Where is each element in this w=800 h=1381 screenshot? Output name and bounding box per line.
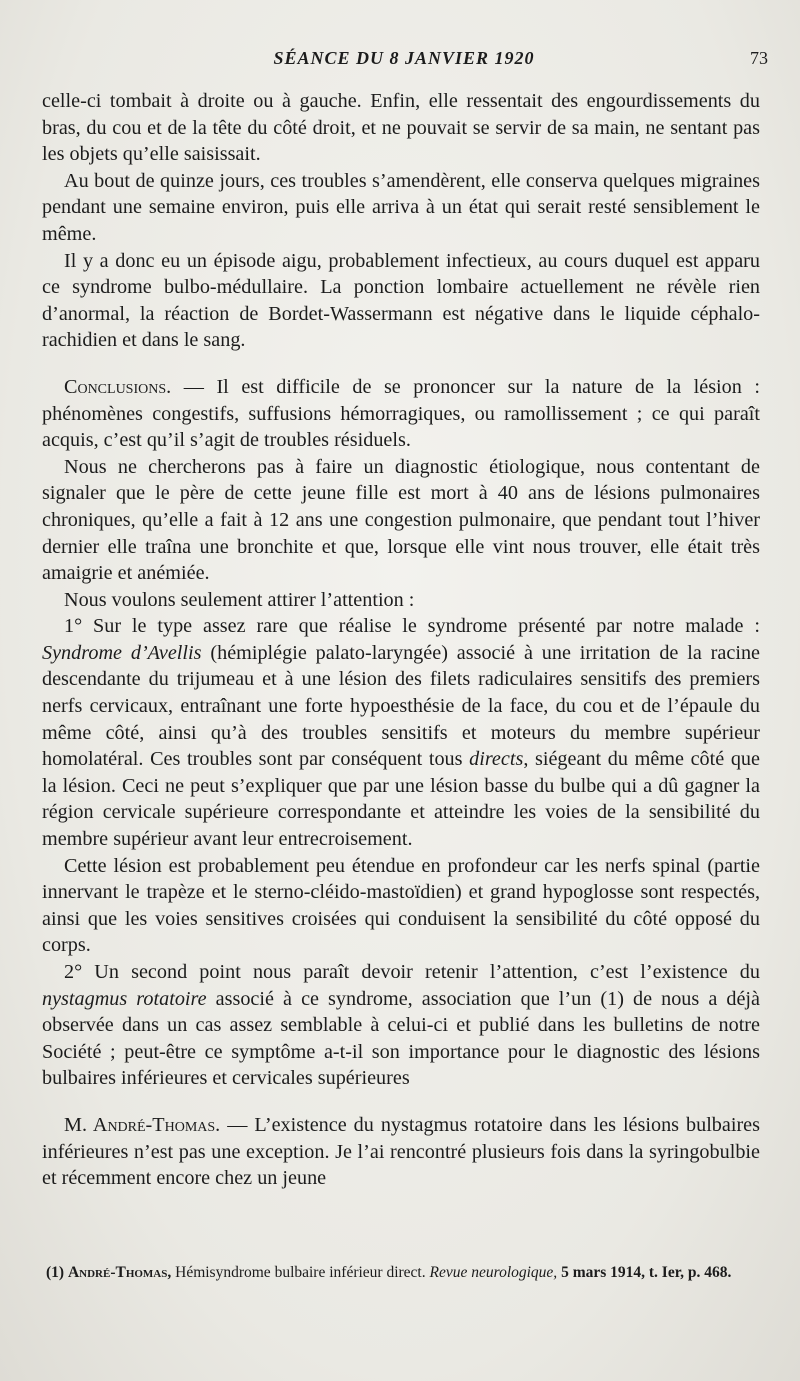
footnotes xyxy=(46,1262,758,1284)
paragraph-6: Nous voulons seulement attirer l’attention : xyxy=(64,588,415,611)
point-2-nystagmus: nystagmus rotatoire xyxy=(42,987,207,1010)
point-2-text-a: 2° Un second point nous paraît devoir retenir l’attention, c’est l’existence du xyxy=(64,961,760,983)
footnote-author: André-Thomas, xyxy=(67,1264,172,1281)
andre-thomas-text: — L’existence du nystagmus rotatoire dans les lésions bulbaires inférieures n’est pas une exception. Je l’ai rencontré plusieurs fois dans la syringobulbie et récemment encore chez un jeune xyxy=(42,1113,760,1190)
point-2-text-b: associé à ce syndrome, association que l’un (1) de nous a déjà observée dans un cas assez semblable à celui-ci et publié dans les bulletins de notre Société ; peut-être ce symptôme a-t-il son importance pour le diagnostic des lésions bulbaires inférieures et cervicales supérieures xyxy=(42,987,760,1090)
page-number: 73 xyxy=(750,48,768,68)
conclusions-label: Conclusions. xyxy=(64,375,172,398)
footnote-journal: Revue neurologique, xyxy=(429,1264,558,1281)
conclusions-paragraph xyxy=(42,374,760,454)
point-1-text-a: 1° Sur le type assez rare que réalise le syndrome présenté par notre malade : xyxy=(64,615,760,638)
paragraph-3: Il y a donc eu un épisode aigu, probablement infectieux, au cours duquel est apparu ce syndrome bulbo-médullaire. La ponction lombaire actuellement ne révèle rien d’anormal, la réaction de Bordet-Wassermann est négative dans le liquide céphalo-rachidien et dans le sang. xyxy=(42,249,760,352)
speaker-name: M. André-Thomas. xyxy=(64,1113,221,1136)
point-1-paragraph xyxy=(42,613,760,852)
andre-thomas-paragraph xyxy=(42,1112,760,1192)
footnote-title: Hémisyndrome bulbaire inférieur direct. xyxy=(171,1264,430,1281)
running-title: SÉANCE DU 8 JANVIER 1920 xyxy=(273,48,535,68)
page-header xyxy=(40,48,768,74)
footnote-marker: (1) xyxy=(46,1264,65,1281)
footnote-date: 5 mars 1914, t. Ier, p. 468. xyxy=(561,1264,732,1281)
footnote-1 xyxy=(46,1262,758,1284)
conclusions-text: — Il est difficile de se prononcer sur la nature de la lésion : phénomènes congestifs, suffusions hémorragiques, ou ramollissement ; ce qui paraît acquis, c’est qu’il s’agit de troubles résiduels. xyxy=(42,375,760,452)
paragraph-2: Au bout de quinze jours, ces troubles s’amendèrent, elle conserva quelques migraines pendant une semaine environ, puis elle arriva à un état qui serait resté sensiblement le même. xyxy=(42,169,760,245)
point-1-syndrome-name: Syndrome d’Avellis xyxy=(42,641,202,664)
point-1-directs: directs xyxy=(469,748,524,771)
paragraph-1: celle-ci tombait à droite ou à gauche. Enfin, elle ressentait des engourdissements du bras, du cou et de la tête du côté droit, et ne pouvait se servir de sa main, ne sentant pas les objets qu’elle saisissait. xyxy=(42,90,760,166)
body-text xyxy=(42,88,760,1192)
point-1-text-b: (hémiplégie palato-laryngée) associé à une irritation de la racine descendante du trijumeau et à une lésion des filets radiculaires sensitifs des premiers nerfs cervicaux, entraînant une forte hypoesthésie de la face, du cou et de l’épaule du même côté, ainsi qu’à des troubles sensitifs et moteurs du membre supérieur homolatéral. Ces troubles sont par conséquent tous xyxy=(42,641,760,771)
paragraph-8: Cette lésion est probablement peu étendue en profondeur car les nerfs spinal (partie innervant le trapèze et le sterno-cléido-mastoïdien) et grand hypoglosse sont respectés, ainsi que les voies sensitives croisées qui conduisent la sensibilité du côté opposé du corps. xyxy=(42,854,760,957)
paragraph-5: Nous ne chercherons pas à faire un diagnostic étiologique, nous contentant de signaler que le père de cette jeune fille est mort à 40 ans de lésions pulmonaires chroniques, qu’elle a fait à 12 ans une congestion pulmonaire, que pendant tout l’hiver dernier elle traîna une bronchite et que, lorsque elle vint nous trouver, elle était très amaigrie et anémiée. xyxy=(42,455,760,585)
point-2-paragraph xyxy=(42,959,760,1092)
point-1-text-c: , siégeant du même côté que la lésion. Ceci ne peut s’expliquer que par une lésion basse du bulbe qui a dû gagner la région cervicale supérieure correspondante et atteindre les voies de la sensibilité du membre supérieur avant leur entrecroisement. xyxy=(42,748,760,851)
